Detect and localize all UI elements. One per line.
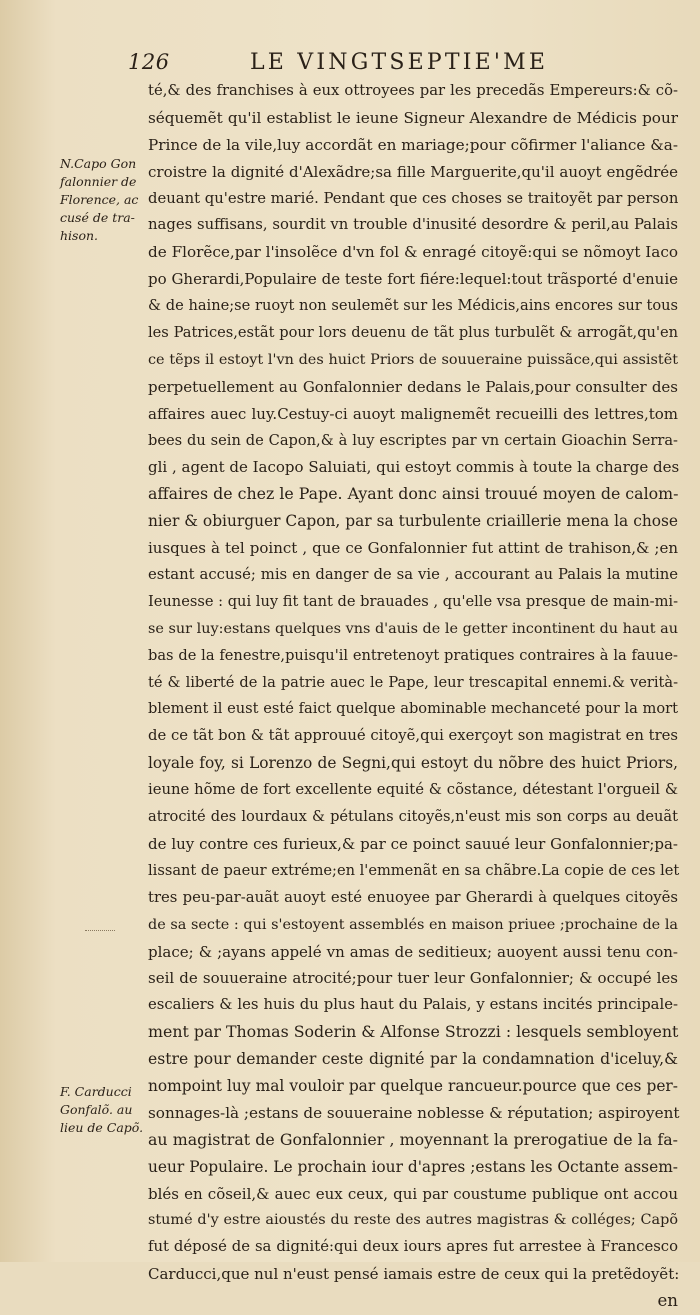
text-line: Carducci,que nul n'eust pensé iamais estre de ceux qui la pretẽdoyẽt: [148, 1265, 680, 1284]
text-line: les Patrices,estãt pour lors deuenu de tãt plus turbulẽt & arrogãt,qu'en [148, 324, 678, 342]
text-line: séquemẽt qu'il establist le ieune Signeur Alexandre de Médicis pour [148, 108, 678, 127]
text-line: nages suffisans, sourdit vn trouble d'inusité desordre & peril,au Palais [148, 216, 678, 234]
text-line: de Florẽce,par l'insolẽce d'vn fol & enragé citoyẽ:qui se nõmoyt Iaco [148, 243, 678, 262]
body-text [148, 78, 678, 1315]
margin-note-line: lieu de Capõ. [60, 1120, 144, 1135]
text-line: tres peu-par-auãt auoyt esté enuoyee par Gherardi à quelques citoyẽs [148, 888, 678, 906]
text-line: au magistrat de Gonfalonnier , moyennant la prerogatiue de la fa- [148, 1129, 678, 1149]
text-line: atrocité des lourdaux & pétulans citoyẽs,n'eust mis son corps au deuãt [148, 808, 678, 826]
text-line: de luy contre ces furieux,& par ce poinct sauué leur Gonfalonnier;pa- [148, 834, 678, 853]
text-line: nier & obiurguer Capon, par sa turbulente criaillerie mena la chose [148, 512, 678, 531]
text-line: croistre la dignité d'Alexãdre;sa fille Marguerite,qu'il auoyt engẽdrée [148, 162, 678, 181]
text-line: deuant qu'estre marié. Pendant que ces choses se traitoyẽt par person [148, 189, 679, 207]
text-line: iusques à tel poinct , que ce Gonfalonnier fut attint de trahison,& ;en [148, 539, 678, 558]
text-line: bees du sein de Capon,& à luy escriptes par vn certain Gioachin Serra- [148, 431, 678, 449]
text-line: té & liberté de la patrie auec le Pape, leur trescapital ennemi.& verità- [148, 673, 678, 691]
text-line: gli , agent de Iacopo Saluiati, qui estoyt commis à toute la charge des [148, 458, 680, 477]
text-line: blement il eust esté faict quelque abominable mechanceté pour la mort [148, 700, 678, 718]
text-line: Ieunesse : qui luy fit tant de brauades , qu'elle vsa presque de main-mi- [148, 592, 678, 610]
text-line: ce tẽps il estoyt l'vn des huict Priors de souueraine puissãce,qui assistẽt [148, 351, 678, 368]
text-line: blés en cõseil,& auec eux ceux, qui par coustume publique ont accou [148, 1184, 678, 1203]
text-line: de sa secte : qui s'estoyent assemblés en maison priuee ;prochaine de la [148, 916, 678, 933]
text-line: place; & ;ayans appelé vn amas de seditieux; auoyent aussi tenu con- [148, 942, 678, 961]
text-line: Prince de la vile,luy accordãt en mariage;pour cõfirmer l'aliance &a- [148, 135, 678, 154]
text-line: en [657, 1291, 678, 1311]
text-line: ment par Thomas Soderin & Alfonse Strozzi : lesquels sembloyent [148, 1022, 679, 1042]
margin-note-capo [60, 155, 142, 245]
text-line: affaires auec luy.Cestuy-ci auoyt malignemẽt recueilli des lettres,tom [148, 404, 678, 423]
margin-note-line: falonnier de [60, 174, 137, 189]
text-line: perpetuellement au Gonfalonnier dedans le Palais,pour consulter des [148, 377, 678, 396]
text-line: estant accusé; mis en danger de sa vie , accourant au Palais la mutine [148, 566, 678, 584]
text-line: seil de souueraine atrocité;pour tuer leur Gonfalonnier; & occupé les [148, 969, 678, 988]
text-line: stumé d'y estre aioustés du reste des autres magistras & colléges; Capõ [148, 1212, 678, 1229]
text-line: bas de la fenestre,puisqu'il entretenoyt pratiques contraires à la fauue- [148, 646, 678, 664]
margin-note-line: F. Carducci [60, 1084, 132, 1099]
text-line: ueur Populaire. Le prochain iour d'apres ;estans les Octante assem- [148, 1157, 678, 1176]
text-line: se sur luy:estans quelques vns d'auis de le getter incontinent du haut au [148, 620, 678, 637]
text-line: loyale foy, si Lorenzo de Segni,qui estoyt du nõbre des huict Priors, [148, 754, 678, 773]
margin-note-line: hison. [60, 228, 99, 243]
text-line: fut déposé de sa dignité:qui deux iours apres fut arrestee à Francesco [148, 1238, 678, 1256]
margin-note-line: N.Capo Gon [60, 156, 137, 171]
margin-note-line: Florence, ac [60, 192, 139, 207]
text-line: & de haine;se ruoyt non seulemẽt sur les Médicis,ains encores sur tous [148, 297, 678, 315]
page-header [128, 50, 598, 78]
folio-number: 126 [128, 50, 170, 74]
text-line: escaliers & les huis du plus haut du Palais, y estans incités principale- [148, 996, 678, 1014]
text-line: sonnages-là ;estans de souueraine noblesse & réputation; aspiroyent [148, 1103, 680, 1122]
text-line: nompoint luy mal vouloir par quelque rancueur.pource que ces per- [148, 1076, 678, 1095]
running-title: LE VINGTSEPTIE'ME [250, 50, 549, 75]
margin-note-line: Gonfalõ. au [60, 1102, 133, 1117]
margin-note-line: cusé de tra- [60, 210, 135, 225]
text-line: ieune hõme de fort excellente equité & cõstance, détestant l'orgueil & [148, 781, 678, 799]
text-line: de ce tãt bon & tãt approuué citoyẽ,qui exerçoyt son magistrat en tres [148, 727, 678, 745]
text-line: té,& des franchises à eux ottroyees par les precedãs Empereurs:& cõ- [148, 82, 678, 99]
text-line: affaires de chez le Pape. Ayant donc ainsi trouué moyen de calom- [148, 484, 679, 504]
margin-note-carducci [60, 1083, 142, 1137]
text-line: estre pour demander ceste dignité par la condamnation d'iceluy,& [148, 1050, 678, 1069]
text-line: po Gherardi,Populaire de teste fort fiére:lequel:tout trãsporté d'enuie [148, 270, 678, 289]
margin-mark [85, 930, 115, 932]
text-line: lissant de paeur extréme;en l'emmenãt en sa chãbre.La copie de ces let [148, 861, 680, 879]
